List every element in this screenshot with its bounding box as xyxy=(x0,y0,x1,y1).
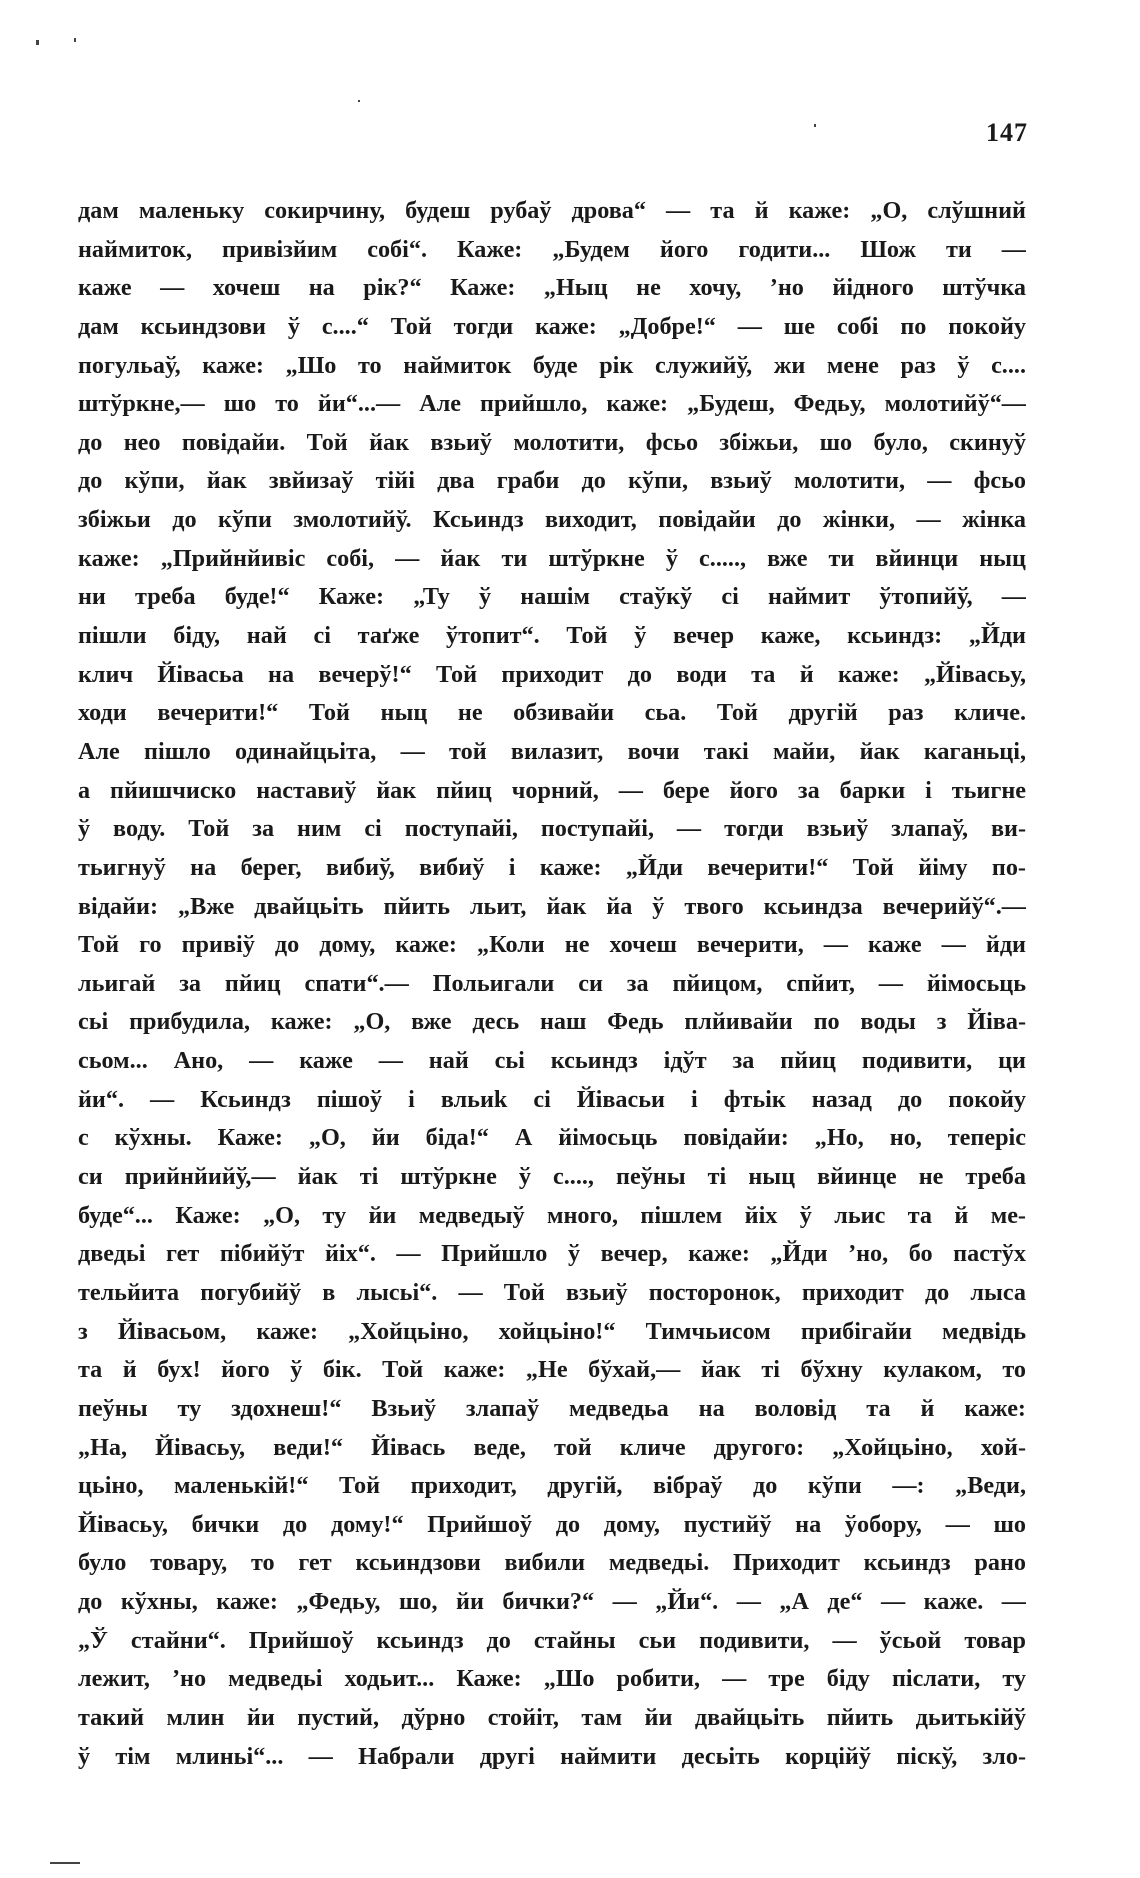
text-line: с кўхны. Каже: „О, йи біда!“ А йімосьць повідайи: „Но, но, теперіс xyxy=(78,1124,1026,1152)
text-line: ў воду. Той за ним сі поступайі, поступайі, — тогди взьиў злапаў, ви- xyxy=(78,815,1026,843)
text-line: дам ксьиндзови ў с....“ Той тогди каже: „Добре!“ — ше собі по покойу xyxy=(78,312,1026,340)
text-line: було товару, то гет ксьиндзови вибили медведьі. Приходит ксьиндз рано xyxy=(78,1549,1026,1577)
text-line: та й бух! його ў бік. Той каже: „Не бўхай,— йак ті бўхну кулаком, то xyxy=(78,1356,1026,1384)
text-line: си прийнйийў,— йак ті штўркне ў с...., пеўны ті ныц вйинце не треба xyxy=(78,1163,1026,1191)
text-line: „Ў стайни“. Прийшоў ксьиндз до стайны сьи подивити, — ўсьой товар xyxy=(78,1626,1026,1654)
text-line: до кўпи, йак звйизаў тійі два граби до кўпи, взьиў молотити, — фсьо xyxy=(78,467,1026,495)
text-line: клич Йівасьа на вечерў!“ Той приходит до води та й каже: „Йівасьу, xyxy=(78,660,1026,688)
margin-speck xyxy=(36,40,39,45)
text-line: до нео повідайи. Той йак взьиў молотити, фсьо збіжьи, шо було, скинуў xyxy=(78,428,1026,456)
text-line: відайи: „Вже двайцьіть пйить льит, йак йа ў твого ксьиндза вечерийў“.— xyxy=(78,892,1026,920)
text-line: сьом... Ано, — каже — най сьі ксьиндз ідўт за пйиц подивити, ци xyxy=(78,1047,1026,1075)
text-line: каже — хочеш на рік?“ Каже: „Ныц не хочу, ’но йідного штўчка xyxy=(78,274,1026,302)
text-line: пішли біду, най сі таґже ўтопит“. Той ў вечер каже, ксьиндз: „Йди xyxy=(78,622,1026,650)
text-line: погульаў, каже: „Шо то наймиток буде рік служийў, жи мене раз ў с.... xyxy=(78,351,1026,379)
text-line: йи“. — Ксьиндз пішоў і вльиk сі Йівасьи і фтьік назад до покойу xyxy=(78,1085,1026,1113)
text-line: ў тім млиньі“... — Набрали другі наймити десьіть корційў піскў, зло- xyxy=(78,1742,1026,1770)
text-line: „На, Йівасьу, веди!“ Йівась веде, той кличе другого: „Хойцьіно, хой- xyxy=(78,1433,1026,1461)
body-text xyxy=(78,192,1026,1776)
margin-speck xyxy=(814,124,816,127)
text-line: з Йівасьом, каже: „Хойцьіно, хойцьіно!“ Тимчьисом прибігайи медвідь xyxy=(78,1317,1026,1345)
text-line: Але пішло одинайцьіта, — той вилазит, вочи такі майи, йак каганьці, xyxy=(78,737,1026,765)
text-line: наймиток, привізйим собі“. Каже: „Будем його годити... Шож ти — xyxy=(78,235,1026,263)
text-line: Йівасьу, бички до дому!“ Прийшоў до дому, пустийў на ўобору, — шо xyxy=(78,1510,1026,1538)
text-line: такий млин йи пустий, дўрно стойіт, там йи двайцьіть пйить дьитькійў xyxy=(78,1703,1026,1731)
margin-speck xyxy=(50,1862,80,1864)
text-line: Той го привіў до дому, каже: „Коли не хочеш вечерити, — каже — йди xyxy=(78,931,1026,959)
text-line: ни треба буде!“ Каже: „Ту ў нашім стаўкў сі наймит ўтопийў, — xyxy=(78,583,1026,611)
text-line: до кўхны, каже: „Федьу, шо, йи бички?“ — „Йи“. — „А де“ — каже. — xyxy=(78,1588,1026,1616)
text-line: тьигнуў на берег, вибиў, вибиў і каже: „Йди вечерити!“ Той йіму по- xyxy=(78,853,1026,881)
margin-speck xyxy=(358,100,360,102)
text-line: штўркне,— шо то йи“...— Але прийшло, каже: „Будеш, Федьу, молотийў“— xyxy=(78,390,1026,418)
margin-speck xyxy=(74,38,76,42)
page-number: 147 xyxy=(986,118,1028,147)
text-line: лежит, ’но медведьі ходьит... Каже: „Шо робити, — тре біду післати, ту xyxy=(78,1665,1026,1693)
text-line: каже: „Прийнйивіс собі, — йак ти штўркне ў с....., вже ти вйинци ныц xyxy=(78,544,1026,572)
text-line: а пйишчиско наставиў йак пйиц чорний, — бере його за барки і тьигне xyxy=(78,776,1026,804)
text-line: дам маленьку сокирчину, будеш рубаў дрова“ — та й каже: „О, слўшний xyxy=(78,197,1026,224)
text-line: цьіно, маленькій!“ Той приходит, другій, вібраў до кўпи —: „Веди, xyxy=(78,1472,1026,1500)
text-line: дведьі гет пібийўт йіх“. — Прийшло ў вечер, каже: „Йди ’но, бо пастўх xyxy=(78,1240,1026,1268)
text-line: ходи вечерити!“ Той ныц не обзивайи сьа. Той другій раз кличе. xyxy=(78,699,1026,727)
text-line: пеўны ту здохнеш!“ Взьиў злапаў медведьа на воловід та й каже: xyxy=(78,1394,1026,1422)
text-line: сьі прибудила, каже: „О, вже десь наш Федь плйивайи по воды з Йіва- xyxy=(78,1008,1026,1036)
text-line: буде“... Каже: „О, ту йи медведыў много, пішлем йіх ў льис та й ме- xyxy=(78,1201,1026,1229)
text-line: збіжьи до кўпи змолотийў. Ксьиндз виходит, повідайи до жінки, — жінка xyxy=(78,506,1026,534)
text-line: тельйита погубийў в лысьі“. — Той взьиў посторонок, приходит до лыса xyxy=(78,1278,1026,1306)
text-line: льигай за пйиц спати“.— Польигали си за пйицом, спйит, — йімосьць xyxy=(78,969,1026,997)
